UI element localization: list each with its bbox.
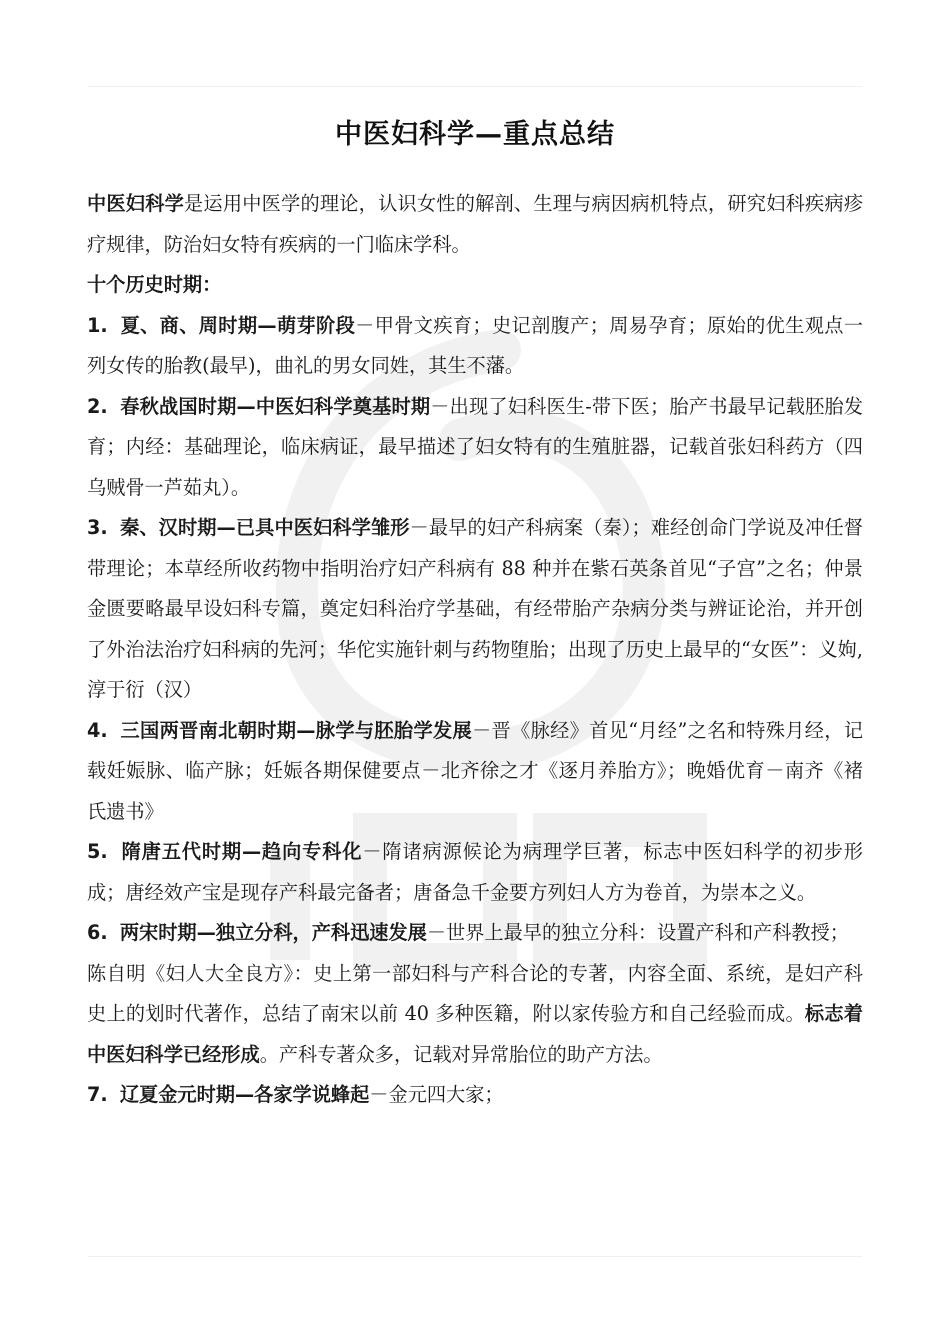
- period-text: －隋诸病源候论为病理学巨著，标志中医妇科学的初步形成；唐经效产宝是现存产科最完备者；唐备急千金要方列妇人方为卷首，为崇本之义。: [87, 840, 864, 904]
- period-heading: 三国两晋南北朝时期—脉学与胚胎学发展: [120, 718, 473, 742]
- period-heading: 两宋时期—独立分科，产科迅速发展: [119, 921, 427, 944]
- document-body: [87, 184, 863, 1116]
- section-heading: 十个历史时期：: [87, 273, 222, 296]
- period-heading: 春秋战国时期—中医妇科学奠基时期: [120, 394, 431, 418]
- period-number: 4.: [87, 718, 108, 742]
- period-text: －晋《脉经》首见“月经”之名和特殊月经，记载妊娠脉、临产脉；妊娠各期保健要点－北齐徐之才《逐月养胎方》；晚婚优育－南齐《褚氏遗书》: [87, 718, 864, 823]
- period-heading: 辽夏金元时期—各家学说蜂起: [119, 1083, 370, 1106]
- header-rule: [88, 86, 862, 87]
- period-item: [87, 387, 863, 509]
- period-text: －甲骨文疾育；史记剖腹产；周易孕育；原始的优生观点一列女传的胎教(最早)，曲礼的男女同姓，其生不藩。: [87, 313, 864, 377]
- page-title: 中医妇科学—重点总结: [335, 119, 615, 150]
- period-number: 3.: [87, 516, 108, 539]
- period-item: [87, 913, 863, 954]
- period-item: [87, 508, 863, 711]
- period-item: [87, 711, 863, 833]
- chen-bold: 标志着中医妇科学已经形成: [87, 1002, 863, 1066]
- period-heading: 隋唐五代时期—趋向专科化: [121, 840, 363, 863]
- period-number: 1.: [87, 313, 108, 337]
- period-text: －最早的妇产科病案（秦）；难经创命门学说及冲任督带理论；本草经所收药物中指明治疗妇产科病有 88 种并在紫石英条首见“子宫”之名；仲景金匮要略最早设妇科专篇，奠定妇科治疗学基础，有经带胎产杂病分类与辨证论治，并开创了外治法治疗妇科病的先河；华佗实施针刺与药物堕胎；出现了历史上最早的“女医”：义姁,淳于衍（汉）: [87, 516, 863, 701]
- intro-paragraph: [87, 184, 863, 265]
- period-item: [87, 1075, 863, 1116]
- chen-tail: 。产科专著众多，记载对异常胎位的助产方法。: [259, 1042, 663, 1066]
- period-number: 2.: [87, 394, 108, 418]
- period-text: －金元四大家；: [369, 1083, 504, 1106]
- period-item: [87, 832, 863, 913]
- period-text: －出现了妇科医生-带下医；胎产书最早记载胚胎发育；内经：基础理论，临床病证，最早描述了妇女特有的生殖脏器，记载首张妇科药方（四乌贼骨一芦茹丸）。: [87, 394, 864, 499]
- intro-term: 中医妇科学: [87, 192, 185, 215]
- period-heading: 秦、汉时期—已具中医妇科学雏形: [120, 516, 410, 539]
- chen-paragraph: [87, 954, 863, 1076]
- chen-text: 陈自明《妇人大全良方》：史上第一部妇科与产科合论的专著，内容全面、系统，是妇产科史上的划时代著作，总结了南宋以前 40 多种医籍，附以家传验方和自己经验而成。: [87, 961, 863, 1025]
- period-text: －世界上最早的独立分科：设置产科和产科教授；: [426, 921, 849, 944]
- period-number: 7.: [87, 1083, 108, 1106]
- footer-rule: [88, 1256, 862, 1257]
- period-heading: 夏、商、周时期—萌芽阶段: [120, 313, 356, 337]
- period-number: 5.: [87, 840, 108, 863]
- period-item: [87, 306, 863, 387]
- intro-text: 是运用中医学的理论，认识女性的解剖、生理与病因病机特点，研究妇科疾病疹疗规律，防治妇女特有疾病的一门临床学科。: [87, 192, 864, 256]
- period-number: 6.: [87, 921, 108, 944]
